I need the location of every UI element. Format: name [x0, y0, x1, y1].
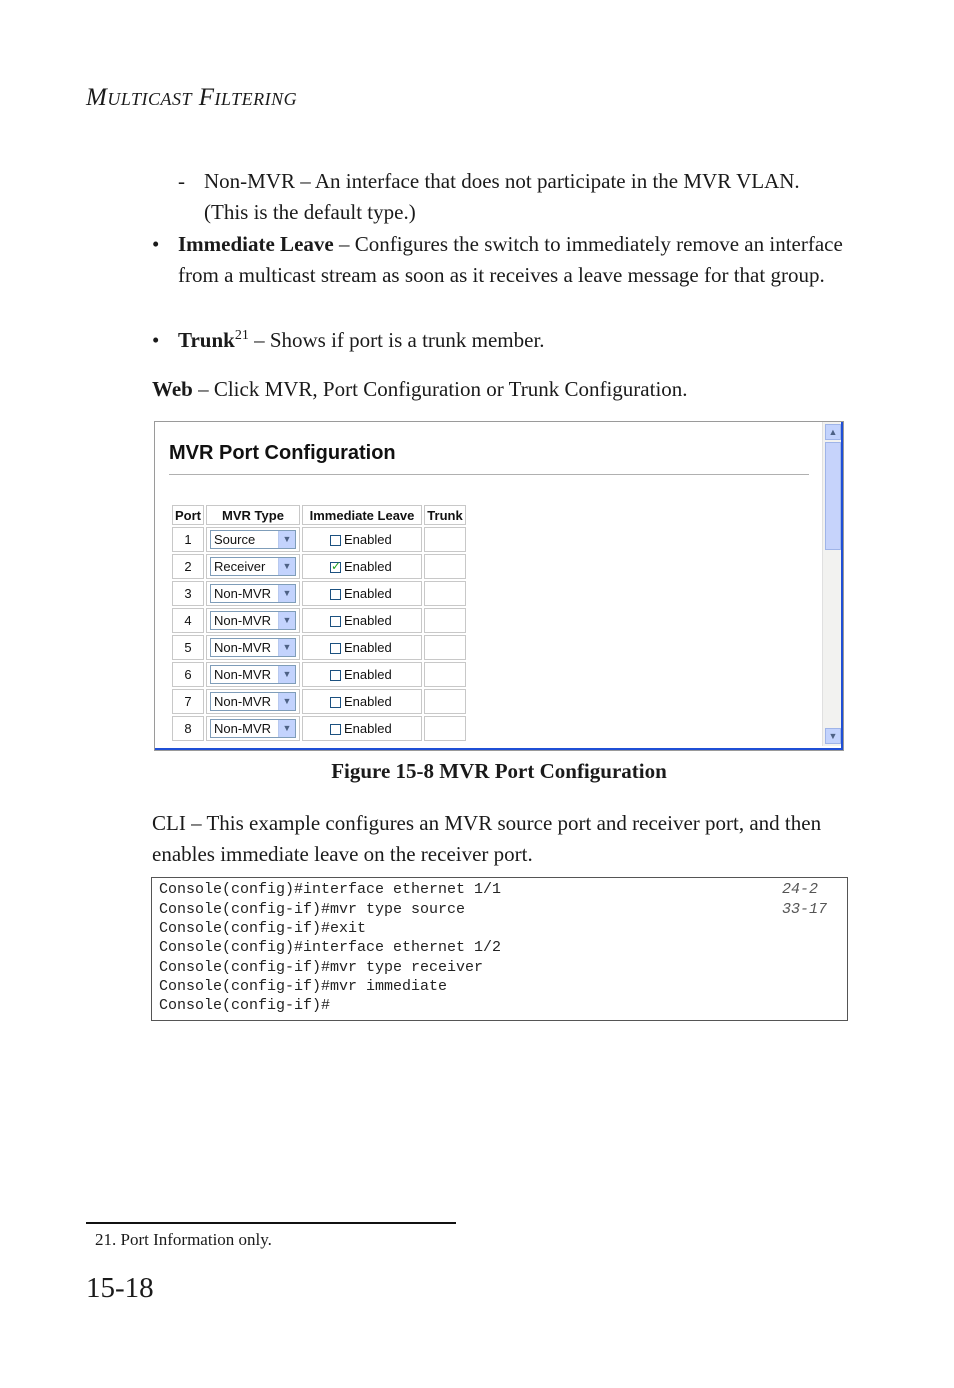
bullet-term: Immediate Leave: [178, 232, 334, 256]
port-row: [172, 527, 466, 552]
code-line: Console(config-if)#mvr type receiver: [159, 959, 484, 976]
page-number: 15-18: [86, 1272, 154, 1304]
vertical-scrollbar[interactable]: [822, 422, 843, 746]
chevron-down-icon[interactable]: ▼: [278, 693, 295, 710]
port-number: 7: [172, 689, 204, 714]
enabled-label: Enabled: [344, 694, 392, 710]
trunk-cell: [424, 527, 466, 552]
cli-code-block: [151, 877, 848, 1021]
port-row: [172, 554, 466, 579]
port-number: 3: [172, 581, 204, 606]
running-header: [86, 84, 297, 112]
panel-title: MVR Port Configuration: [169, 442, 396, 464]
immediate-leave-cell: [302, 689, 422, 714]
cli-intro: CLI – This example configures an MVR source port and receiver port, and then enables immediate leave on the receiver port.: [152, 811, 822, 866]
immediate-leave-cell: [302, 608, 422, 633]
mvr-type-select[interactable]: [210, 665, 296, 684]
footnote: 21. Port Information only.: [95, 1230, 272, 1249]
port-number: 6: [172, 662, 204, 687]
enabled-label: Enabled: [344, 532, 392, 548]
mvr-type-cell: [206, 716, 300, 741]
mvr-type-value: Receiver: [214, 559, 266, 574]
mvr-type-select[interactable]: [210, 638, 296, 657]
immediate-leave-cell: [302, 662, 422, 687]
enabled-checkbox[interactable]: [330, 670, 341, 681]
port-row: [172, 716, 466, 741]
enabled-checkbox[interactable]: [330, 589, 341, 600]
figure-caption: Figure 15-8 MVR Port Configuration: [331, 759, 667, 783]
enabled-checkbox[interactable]: [330, 535, 341, 546]
trunk-cell: [424, 581, 466, 606]
chevron-down-icon[interactable]: ▼: [278, 666, 295, 683]
window-edge-bottom: [154, 748, 844, 751]
mvr-type-value: Non-MVR: [214, 640, 272, 655]
code-line: Console(config)#interface ethernet 1/1: [159, 881, 502, 898]
trunk-cell: [424, 554, 466, 579]
enabled-label: Enabled: [344, 721, 392, 737]
immediate-leave-cell: [302, 554, 422, 579]
header-rest-1: ULTICAST: [107, 89, 192, 109]
chevron-down-icon[interactable]: ▼: [278, 612, 295, 629]
non-mvr-text: Non-MVR – An interface that does not participate in the MVR VLAN. (This is the default type.): [204, 169, 800, 224]
mvr-type-cell: [206, 554, 300, 579]
enabled-checkbox[interactable]: [330, 616, 341, 627]
enabled-checkbox[interactable]: [330, 562, 341, 573]
enabled-label: Enabled: [344, 640, 392, 656]
bullet-marker: •: [152, 232, 160, 256]
bullet-marker: •: [152, 328, 160, 352]
mvr-type-value: Non-MVR: [214, 667, 272, 682]
chevron-down-icon[interactable]: ▼: [278, 531, 295, 548]
bullet-term: Trunk: [178, 328, 235, 352]
col-mvr-type: MVR Type: [206, 505, 300, 525]
trunk-cell: [424, 716, 466, 741]
enabled-checkbox[interactable]: [330, 697, 341, 708]
port-row: [172, 635, 466, 660]
mvr-type-cell: [206, 608, 300, 633]
port-row: [172, 662, 466, 687]
window-edge-right: [841, 421, 844, 751]
mvr-type-cell: [206, 635, 300, 660]
page-ref[interactable]: 33-17: [782, 901, 828, 918]
header-cap-1: M: [86, 84, 108, 111]
mvr-type-value: Non-MVR: [214, 694, 272, 709]
mvr-type-select[interactable]: [210, 557, 296, 576]
enabled-checkbox[interactable]: [330, 643, 341, 654]
code-line: Console(config-if)#exit: [159, 920, 367, 937]
enabled-label: Enabled: [344, 559, 392, 575]
trunk-cell: [424, 689, 466, 714]
enabled-label: Enabled: [344, 586, 392, 602]
footnote-ref[interactable]: 21: [234, 328, 249, 343]
scroll-up-icon[interactable]: ▲: [825, 424, 841, 440]
web-term: Web: [152, 377, 193, 401]
web-instruction: [152, 374, 852, 405]
trunk-cell: [424, 662, 466, 687]
mvr-type-value: Source: [214, 532, 256, 547]
code-line: Console(config)#interface ethernet 1/2: [159, 939, 502, 956]
header-rest-2: ILTERING: [214, 89, 298, 109]
footnote-rule: [86, 1222, 456, 1224]
mvr-type-select[interactable]: [210, 692, 296, 711]
mvr-type-value: Non-MVR: [214, 721, 272, 736]
col-trunk: Trunk: [424, 505, 466, 525]
mvr-type-cell: [206, 662, 300, 687]
web-text: – Click MVR, Port Configuration or Trunk Configuration.: [192, 377, 688, 401]
enabled-label: Enabled: [344, 613, 392, 629]
mvr-type-value: Non-MVR: [214, 586, 272, 601]
port-row: [172, 689, 466, 714]
bullet-text: – Configures the switch to immediately remove an interface from a multicast stream as soon as it receives a leave message for that group.: [178, 232, 843, 287]
mvr-type-select[interactable]: [210, 584, 296, 603]
immediate-leave-cell: [302, 527, 422, 552]
page-ref[interactable]: 24-2: [782, 881, 819, 898]
port-number: 5: [172, 635, 204, 660]
mvr-type-select[interactable]: [210, 719, 296, 738]
trunk-cell: [424, 635, 466, 660]
port-number: 4: [172, 608, 204, 633]
mvr-type-value: Non-MVR: [214, 613, 272, 628]
mvr-type-cell: [206, 527, 300, 552]
mvr-type-select[interactable]: [210, 611, 296, 630]
chevron-down-icon[interactable]: ▼: [278, 639, 295, 656]
trunk-cell: [424, 608, 466, 633]
dash-marker: -: [178, 169, 185, 193]
code-line: Console(config-if)#mvr type source: [159, 901, 466, 918]
port-config-table: [170, 503, 468, 743]
scroll-down-icon[interactable]: ▼: [825, 728, 841, 744]
immediate-leave-cell: [302, 581, 422, 606]
port-number: 8: [172, 716, 204, 741]
port-row: [172, 608, 466, 633]
col-immediate-leave: Immediate Leave: [302, 505, 422, 525]
port-number: 2: [172, 554, 204, 579]
chevron-down-icon[interactable]: ▼: [278, 585, 295, 602]
mvr-port-config-screenshot: [154, 421, 844, 751]
code-line: Console(config-if)#: [159, 997, 331, 1014]
bullet-text: – Shows if port is a trunk member.: [248, 328, 545, 352]
scroll-thumb[interactable]: [825, 442, 841, 550]
immediate-leave-cell: [302, 635, 422, 660]
mvr-type-select[interactable]: [210, 530, 296, 549]
chevron-down-icon[interactable]: ▼: [278, 558, 295, 575]
mvr-type-cell: [206, 581, 300, 606]
port-row: [172, 581, 466, 606]
code-line: Console(config-if)#mvr immediate: [159, 978, 448, 995]
mvr-type-cell: [206, 689, 300, 714]
header-cap-2: F: [198, 84, 215, 111]
enabled-checkbox[interactable]: [330, 724, 341, 735]
port-number: 1: [172, 527, 204, 552]
chevron-down-icon[interactable]: ▼: [278, 720, 295, 737]
title-divider: [169, 474, 809, 476]
immediate-leave-cell: [302, 716, 422, 741]
col-port: Port: [172, 505, 204, 525]
enabled-label: Enabled: [344, 667, 392, 683]
